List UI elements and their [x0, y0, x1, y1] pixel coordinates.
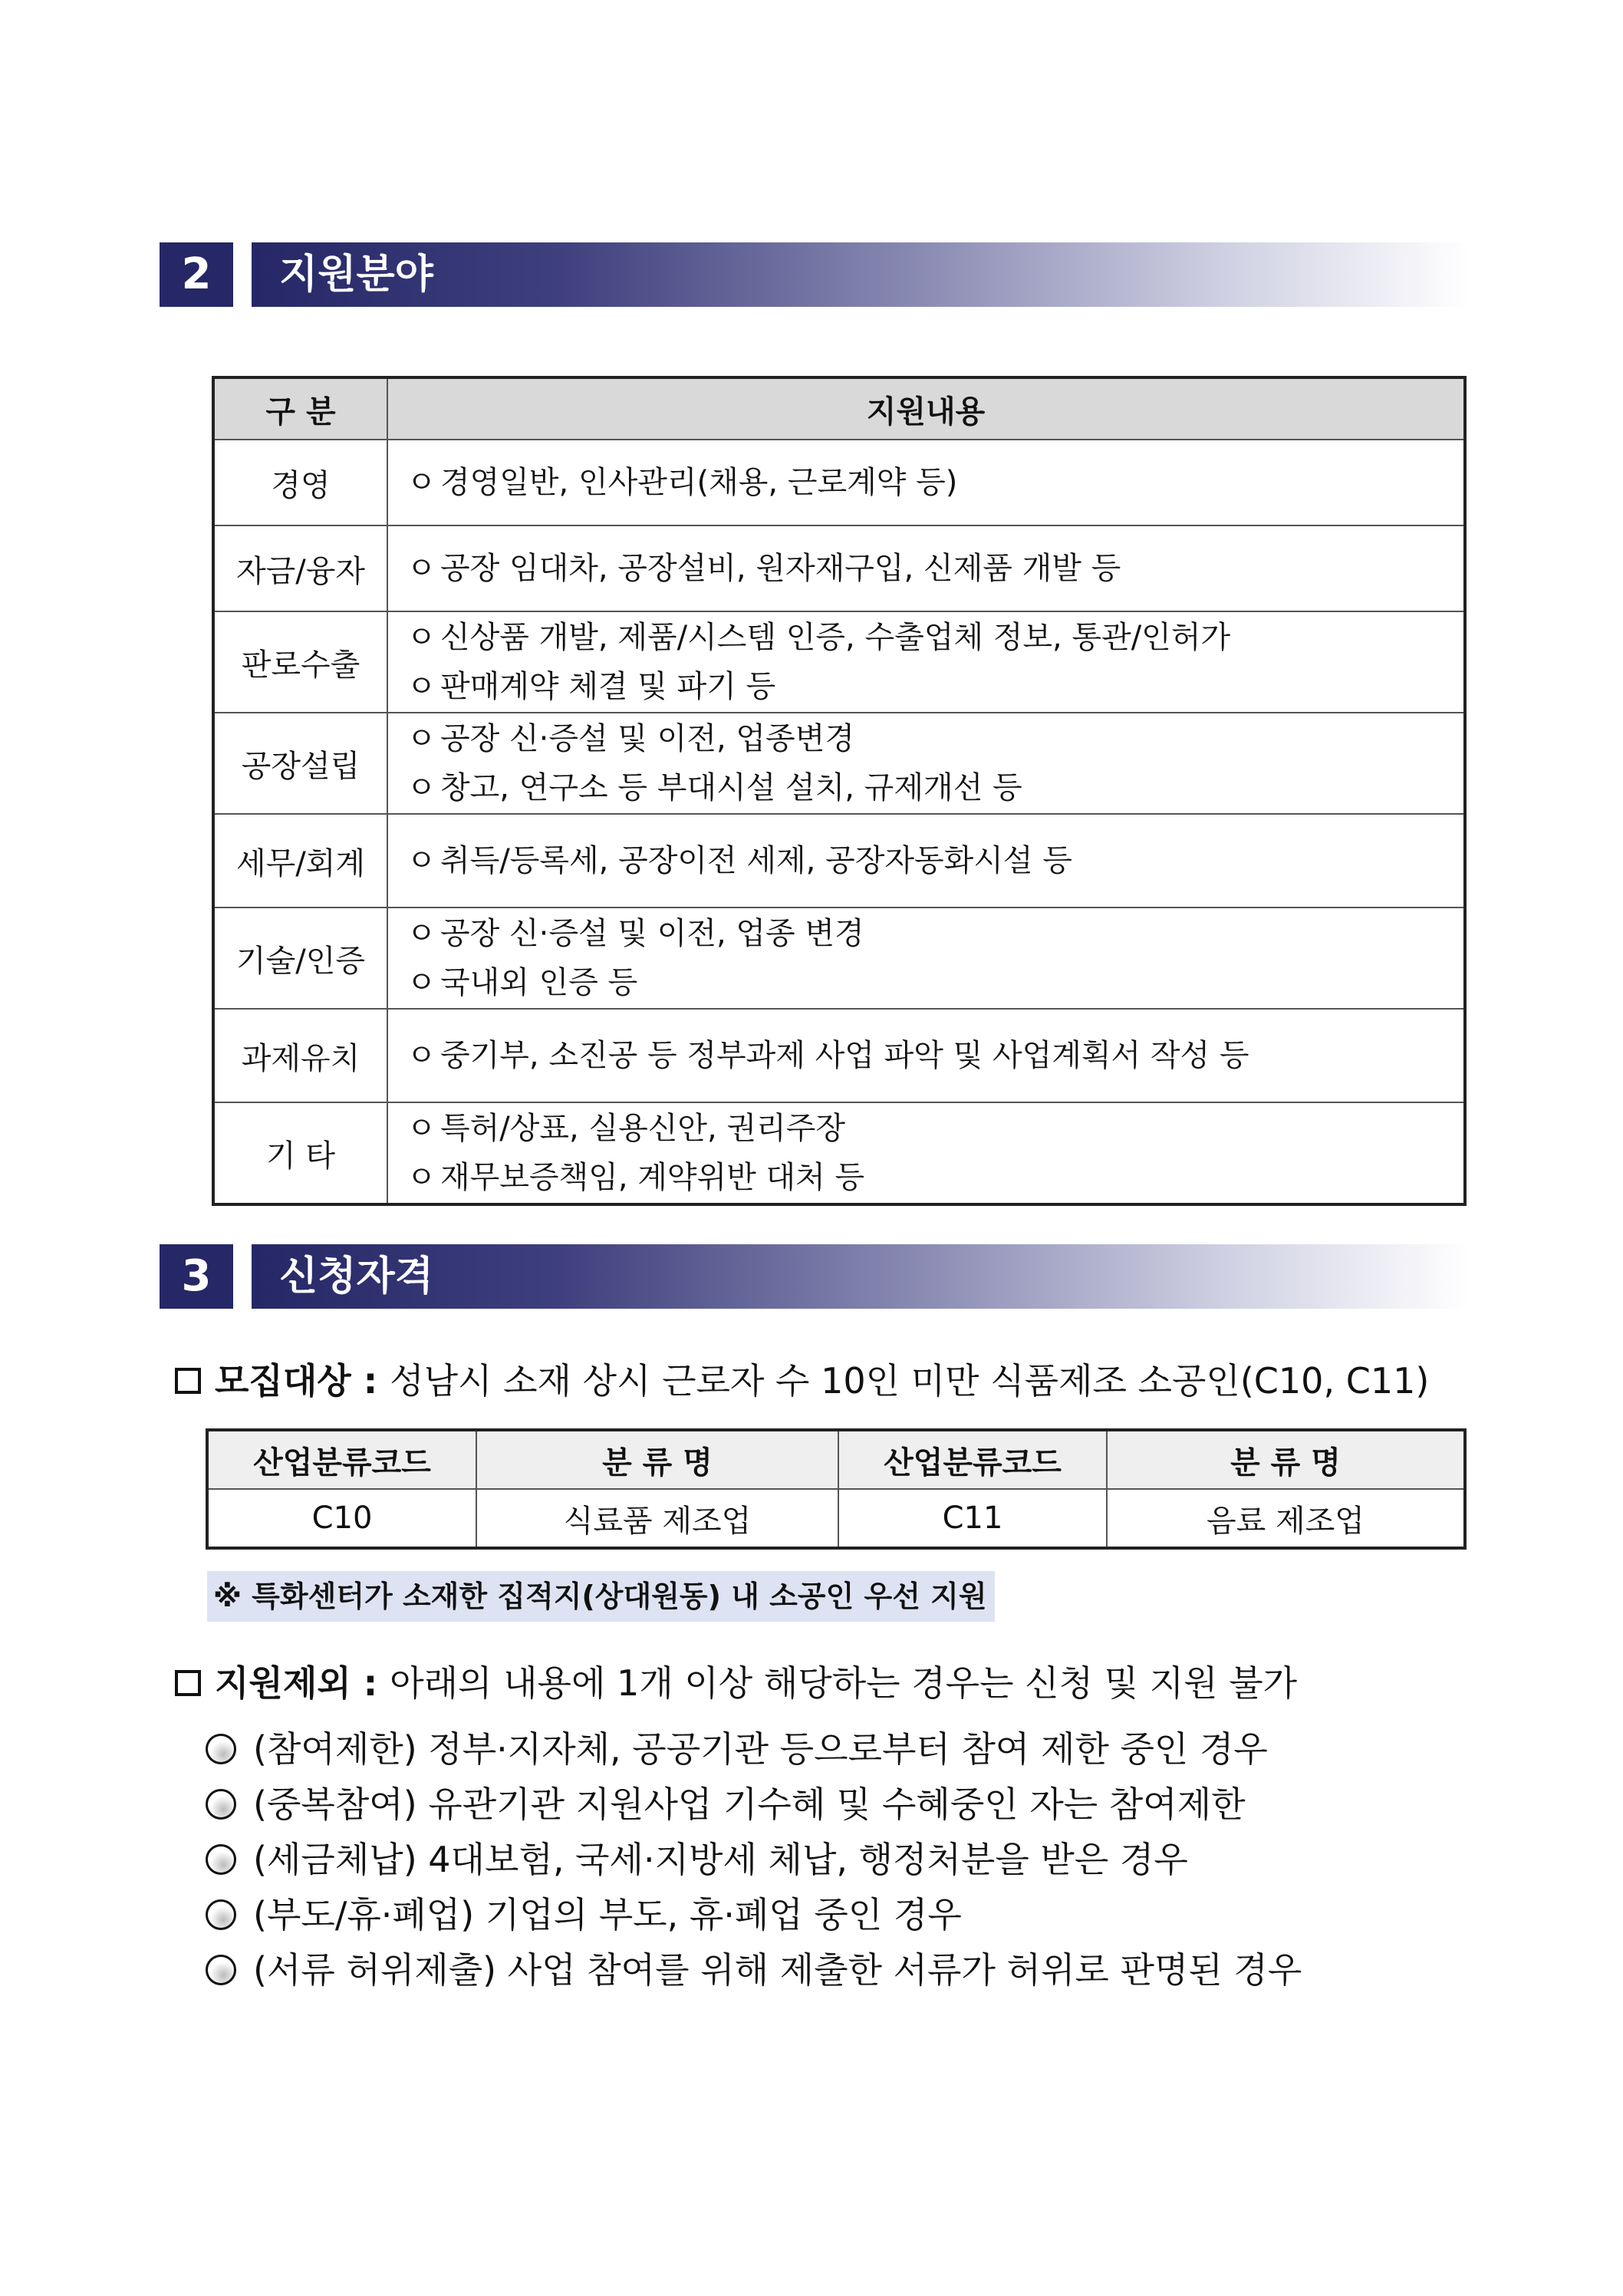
list-item: [407, 458, 1463, 507]
row-content: [387, 814, 1465, 908]
priority-note: ※ 특화센터가 소재한 집적지(상대원동) 내 소공인 우선 지원: [207, 1571, 995, 1622]
recruit-text: 성남시 소재 상시 근로자 수 10인 미만 식품제조 소공인(C10, C11): [390, 1360, 1430, 1402]
name-beverage: 음료 제조업: [1107, 1489, 1465, 1548]
row-category: 경영: [213, 440, 387, 525]
list-item: [407, 714, 1463, 763]
list-item: [206, 1942, 1302, 1993]
header-name-2: 분 류 명: [1107, 1430, 1465, 1489]
separator: :: [351, 1662, 390, 1704]
bullet-icon: ㅇ: [407, 843, 436, 878]
table-row: [213, 1102, 1465, 1204]
list-item: [407, 763, 1463, 812]
bullet-icon: ㅇ: [407, 551, 436, 586]
exclusion-item-text: (세금체납) 4대보험, 국세·지방세 체납, 행정처분을 받은 경우: [253, 1839, 1188, 1880]
header-code-2: 산업분류코드: [838, 1430, 1107, 1489]
list-item: [407, 958, 1463, 1007]
bullet-icon: ㅇ: [407, 721, 436, 756]
section-number: 2: [160, 242, 233, 307]
row-category: 세무/회계: [213, 814, 387, 908]
item-text: 창고, 연구소 등 부대시설 설치, 규제개선 등: [440, 770, 1022, 805]
table-header-row: [207, 1430, 1465, 1489]
item-text: 공장 신·증설 및 이전, 업종변경: [440, 721, 854, 756]
list-item: [206, 1832, 1188, 1883]
table-row: [213, 440, 1465, 525]
section-3-header: [160, 1244, 1470, 1309]
table-row: [213, 611, 1465, 713]
row-category: 공장설립: [213, 713, 387, 814]
exclusion-line: [175, 1655, 1297, 1706]
industry-code-table: [206, 1428, 1467, 1550]
row-category: 기 타: [213, 1102, 387, 1204]
table-row: [213, 814, 1465, 908]
circle-bullet-icon: [206, 1899, 236, 1930]
section-title-bar: [252, 1244, 1470, 1309]
bullet-icon: ㅇ: [407, 770, 436, 805]
header-content: 지원내용: [387, 377, 1465, 440]
exclusion-item-text: (참여제한) 정부·지자체, 공공기관 등으로부터 참여 제한 중인 경우: [253, 1728, 1268, 1770]
row-content: [387, 1102, 1465, 1204]
code-c10: C10: [207, 1489, 476, 1548]
circle-bullet-icon: [206, 1844, 236, 1875]
item-text: 국내외 인증 등: [440, 965, 638, 1000]
bullet-icon: ㅇ: [407, 916, 436, 951]
item-text: 취득/등록세, 공장이전 세제, 공장자동화시설 등: [440, 843, 1072, 878]
section-number: 3: [160, 1244, 233, 1309]
list-item: [407, 1031, 1463, 1080]
row-category: 기술/인증: [213, 908, 387, 1009]
row-content: [387, 1009, 1465, 1102]
exclusion-item-text: (서류 허위제출) 사업 참여를 위해 제출한 서류가 허위로 판명된 경우: [253, 1949, 1302, 1991]
row-content: [387, 908, 1465, 1009]
item-text: 경영일반, 인사관리(채용, 근로계약 등): [440, 465, 958, 500]
item-text: 특허/상표, 실용신안, 권리주장: [440, 1111, 846, 1146]
table-row: [213, 713, 1465, 814]
bullet-icon: ㅇ: [407, 1111, 436, 1146]
exclusion-text: 아래의 내용에 1개 이상 해당하는 경우는 신청 및 지원 불가: [390, 1662, 1298, 1704]
item-text: 신상품 개발, 제품/시스템 인증, 수출업체 정보, 통관/인허가: [440, 620, 1231, 655]
table-row: [207, 1489, 1465, 1548]
header-name-1: 분 류 명: [476, 1430, 838, 1489]
list-item: [407, 909, 1463, 958]
row-content: [387, 713, 1465, 814]
bullet-icon: ㅇ: [407, 669, 436, 704]
table-row: [213, 525, 1465, 611]
list-item: [407, 1104, 1463, 1153]
exclusion-item-text: (중복참여) 유관기관 지원사업 기수혜 및 수혜중인 자는 참여제한: [253, 1784, 1246, 1825]
circle-bullet-icon: [206, 1789, 236, 1820]
section-title: 신청자격: [279, 1253, 433, 1300]
item-text: 공장 신·증설 및 이전, 업종 변경: [440, 916, 864, 951]
section-title-bar: [252, 242, 1470, 307]
item-text: 공장 임대차, 공장설비, 원자재구입, 신제품 개발 등: [440, 551, 1121, 586]
table-row: [213, 908, 1465, 1009]
row-category: 판로수출: [213, 611, 387, 713]
bullet-icon: ㅇ: [407, 620, 436, 655]
name-food: 식료품 제조업: [476, 1489, 838, 1548]
list-item: [206, 1721, 1268, 1772]
item-text: 중기부, 소진공 등 정부과제 사업 파악 및 사업계획서 작성 등: [440, 1038, 1249, 1073]
code-c11: C11: [838, 1489, 1107, 1548]
row-content: [387, 440, 1465, 525]
circle-bullet-icon: [206, 1955, 236, 1985]
checkbox-square-icon: [175, 1368, 201, 1394]
row-category: 자금/융자: [213, 525, 387, 611]
row-content: [387, 525, 1465, 611]
list-item: [407, 836, 1463, 885]
table-row: [213, 1009, 1465, 1102]
section-title: 지원분야: [279, 252, 433, 298]
list-item: [407, 544, 1463, 593]
row-content: [387, 611, 1465, 713]
list-item: [407, 662, 1463, 711]
bullet-icon: ㅇ: [407, 1160, 436, 1195]
header-code-1: 산업분류코드: [207, 1430, 476, 1489]
bullet-icon: ㅇ: [407, 1038, 436, 1073]
bullet-icon: ㅇ: [407, 965, 436, 1000]
item-text: 재무보증책임, 계약위반 대처 등: [440, 1160, 865, 1195]
recruit-label: 모집대상: [215, 1360, 351, 1402]
recruit-target-line: [175, 1353, 1429, 1404]
bullet-icon: ㅇ: [407, 465, 436, 500]
exclusion-label: 지원제외: [215, 1662, 351, 1704]
separator: :: [351, 1360, 390, 1402]
list-item: [407, 1153, 1463, 1202]
item-text: 판매계약 체결 및 파기 등: [440, 669, 776, 704]
table-header-row: [213, 377, 1465, 440]
header-category: 구 분: [213, 377, 387, 440]
checkbox-square-icon: [175, 1670, 201, 1696]
support-area-table: [212, 376, 1467, 1206]
section-2-header: [160, 242, 1470, 307]
list-item: [206, 1777, 1246, 1827]
circle-bullet-icon: [206, 1734, 236, 1764]
row-category: 과제유치: [213, 1009, 387, 1102]
exclusion-item-text: (부도/휴·폐업) 기업의 부도, 휴·폐업 중인 경우: [253, 1894, 962, 1935]
list-item: [206, 1887, 962, 1938]
list-item: [407, 613, 1463, 662]
